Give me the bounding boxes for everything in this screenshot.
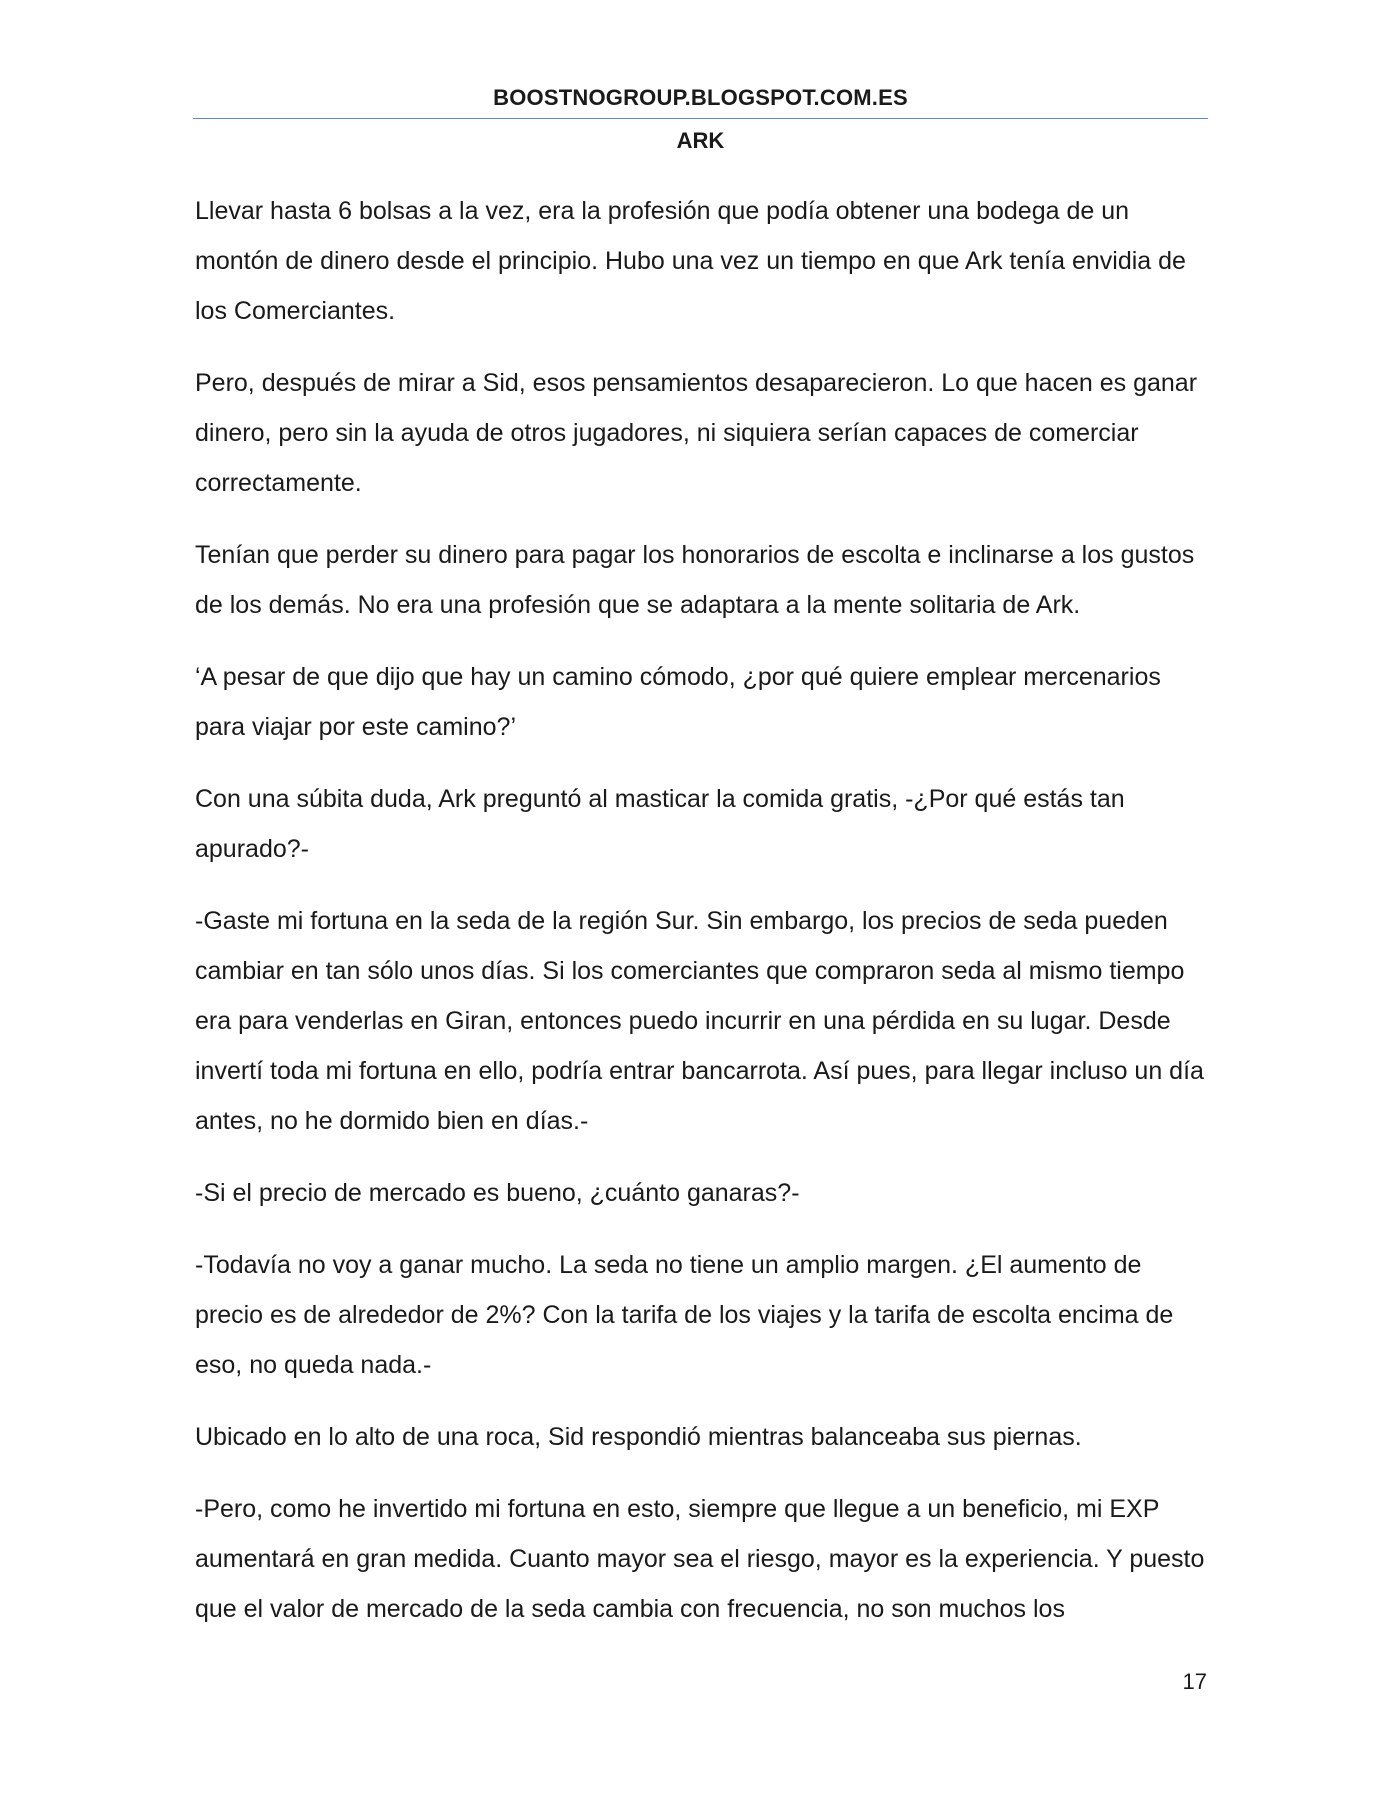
paragraph: -Gaste mi fortuna en la seda de la región Sur. Sin embargo, los precios de seda pueden cambiar en tan sólo unos días. Si los comerciantes que compraron seda al mismo tiempo era para venderlas en Giran, entonces puedo incurrir en una pérdida en su lugar. Desde invertí toda mi fortuna en ello, podría entrar bancarrota. Así pues, para llegar incluso un día antes, no he dormido bien en días.-	[195, 907, 1204, 1135]
body-text	[195, 186, 1210, 1656]
page-header	[193, 84, 1208, 155]
paragraph: Tenían que perder su dinero para pagar los honorarios de escolta e inclinarse a los gustos de los demás. No era una profesión que se adaptara a la mente solitaria de Ark.	[195, 541, 1195, 619]
paragraph: Con una súbita duda, Ark preguntó al masticar la comida gratis, -¿Por qué estás tan apurado?-	[195, 785, 1125, 863]
header-site-name: BOOSTNOGROUP.BLOGSPOT.COM.ES	[493, 85, 908, 110]
paragraph: Pero, después de mirar a Sid, esos pensamientos desaparecieron. Lo que hacen es ganar dinero, pero sin la ayuda de otros jugadores, ni siquiera serían capaces de comerciar correctamente.	[195, 369, 1198, 497]
paragraph: -Si el precio de mercado es bueno, ¿cuánto ganaras?-	[195, 1179, 800, 1207]
paragraph: -Todavía no voy a ganar mucho. La seda no tiene un amplio margen. ¿El aumento de precio es de alrededor de 2%? Con la tarifa de los viajes y la tarifa de escolta encima de eso, no queda nada.-	[195, 1251, 1174, 1379]
header-divider	[193, 118, 1208, 119]
page-number: 17	[1182, 1669, 1207, 1694]
paragraph: Llevar hasta 6 bolsas a la vez, era la profesión que podía obtener una bodega de un montón de dinero desde el principio. Hubo una vez un tiempo en que Ark tenía envidia de los Comerciantes.	[195, 197, 1186, 325]
paragraph: Ubicado en lo alto de una roca, Sid respondió mientras balanceaba sus piernas.	[195, 1423, 1082, 1451]
paragraph: -Pero, como he invertido mi fortuna en esto, siempre que llegue a un beneficio, mi EXP aumentará en gran medida. Cuanto mayor sea el riesgo, mayor es la experiencia. Y puesto que el valor de mercado de la seda cambia con frecuencia, no son muchos los	[195, 1495, 1205, 1623]
header-title: ARK	[676, 128, 725, 153]
paragraph: ‘A pesar de que dijo que hay un camino cómodo, ¿por qué quiere emplear mercenarios para viajar por este camino?’	[195, 663, 1161, 741]
